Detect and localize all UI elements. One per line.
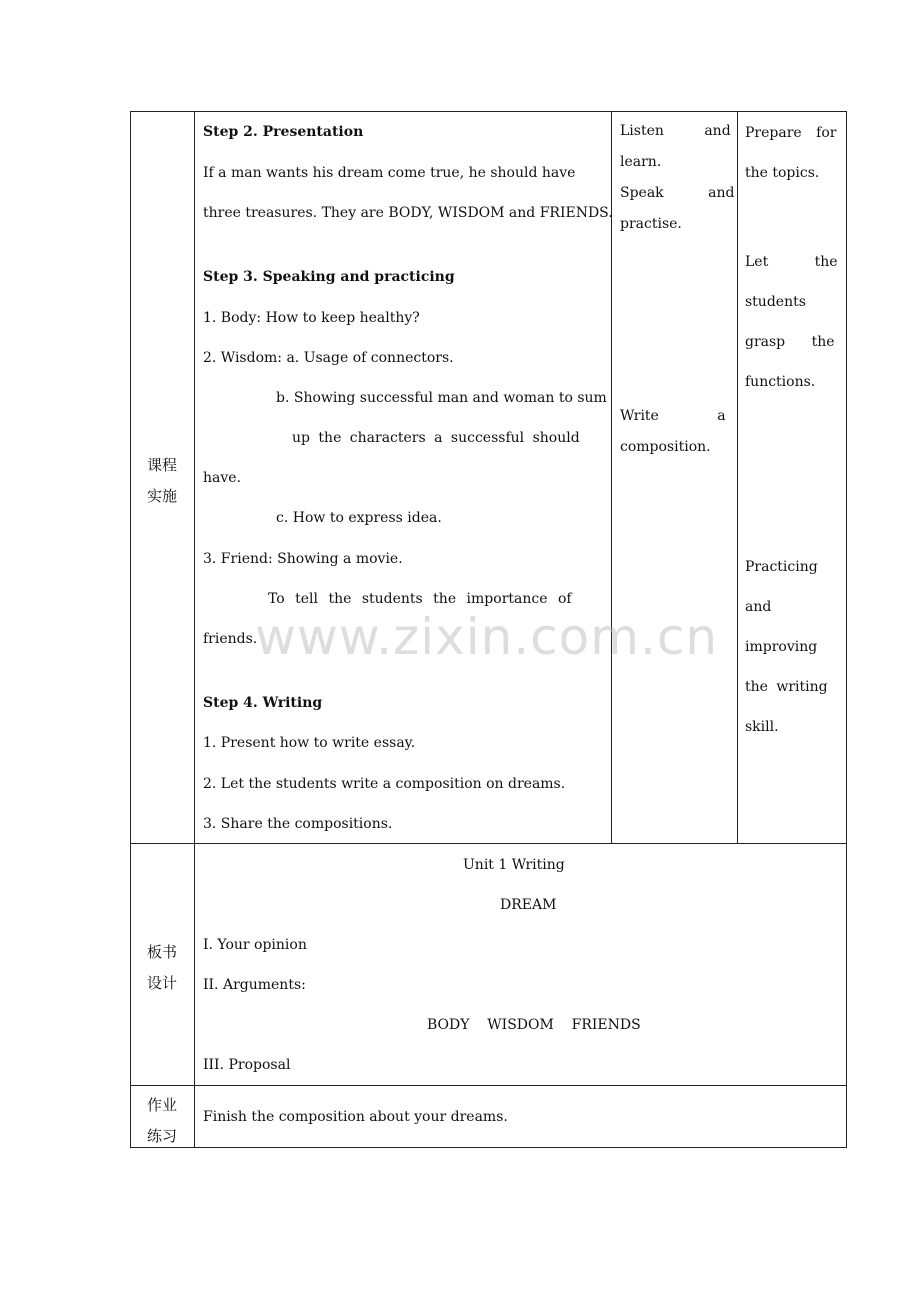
board-design-label-line1: 板书 (147, 943, 178, 961)
board-title: Unit 1 Writing (463, 857, 565, 873)
homework-label-line2: 练习 (147, 1127, 178, 1145)
purpose-line: functions. (745, 374, 816, 390)
board-item: I. Your opinion (203, 937, 307, 953)
purpose-column-divider (737, 111, 738, 843)
purpose-line: Practicing (745, 559, 818, 575)
table-border-bottom (130, 1147, 847, 1148)
step3-line: To tell the students the importance of (268, 591, 572, 607)
implementation-label-line2: 实施 (147, 487, 178, 505)
implementation-label-line1: 课程 (147, 456, 178, 474)
homework-label-line1: 作业 (147, 1096, 178, 1114)
step3-line: have. (203, 470, 242, 486)
activity-line: composition. (620, 439, 711, 455)
step4-line: 1. Present how to write essay. (203, 735, 416, 751)
activity-line: Listen and (620, 123, 731, 139)
purpose-line: improving (745, 639, 818, 655)
purpose-line: the writing (745, 679, 828, 695)
board-item: III. Proposal (203, 1057, 291, 1073)
purpose-line: skill. (745, 719, 779, 735)
activity-line: Speak and (620, 185, 735, 201)
step3-line: friends. (203, 631, 258, 647)
activity-line: learn. (620, 154, 662, 170)
table-border-right (846, 111, 847, 1148)
purpose-line: Prepare for (745, 125, 837, 141)
board-item-arguments: BODY WISDOM FRIENDS (427, 1017, 641, 1033)
step3-line: 3. Friend: Showing a movie. (203, 551, 403, 567)
table-border-top (130, 111, 847, 112)
activity-line: practise. (620, 216, 682, 232)
watermark: www.zixin.com.cn (255, 608, 719, 666)
purpose-line: the topics. (745, 165, 820, 181)
board-subtitle: DREAM (500, 897, 557, 913)
step3-line: 2. Wisdom: a. Usage of connectors. (203, 350, 454, 366)
step3-line: b. Showing successful man and woman to sum (276, 390, 607, 406)
step4-title: Step 4. Writing (203, 695, 323, 711)
row-divider-1 (130, 843, 847, 844)
table-border-left (130, 111, 131, 1148)
purpose-line: Let the (745, 254, 838, 270)
homework-text: Finish the composition about your dreams. (203, 1109, 508, 1125)
step3-line: 1. Body: How to keep healthy? (203, 310, 420, 326)
purpose-line: and (745, 599, 772, 615)
purpose-line: students (745, 294, 806, 310)
step3-line: c. How to express idea. (276, 510, 442, 526)
step2-title: Step 2. Presentation (203, 124, 364, 140)
board-item: II. Arguments: (203, 977, 306, 993)
row-divider-2 (130, 1085, 847, 1086)
step3-title: Step 3. Speaking and practicing (203, 269, 455, 285)
step4-line: 2. Let the students write a composition on dreams. (203, 776, 566, 792)
label-column-divider (194, 111, 195, 1148)
step2-line: If a man wants his dream come true, he should have (203, 165, 576, 181)
step2-line: three treasures. They are BODY, WISDOM and FRIENDS. (203, 205, 613, 221)
step3-line: up the characters a successful should (292, 430, 580, 446)
board-design-label-line2: 设计 (147, 974, 178, 992)
activity-line: Write a (620, 408, 726, 424)
purpose-line: grasp the (745, 334, 835, 350)
step4-line: 3. Share the compositions. (203, 816, 393, 832)
